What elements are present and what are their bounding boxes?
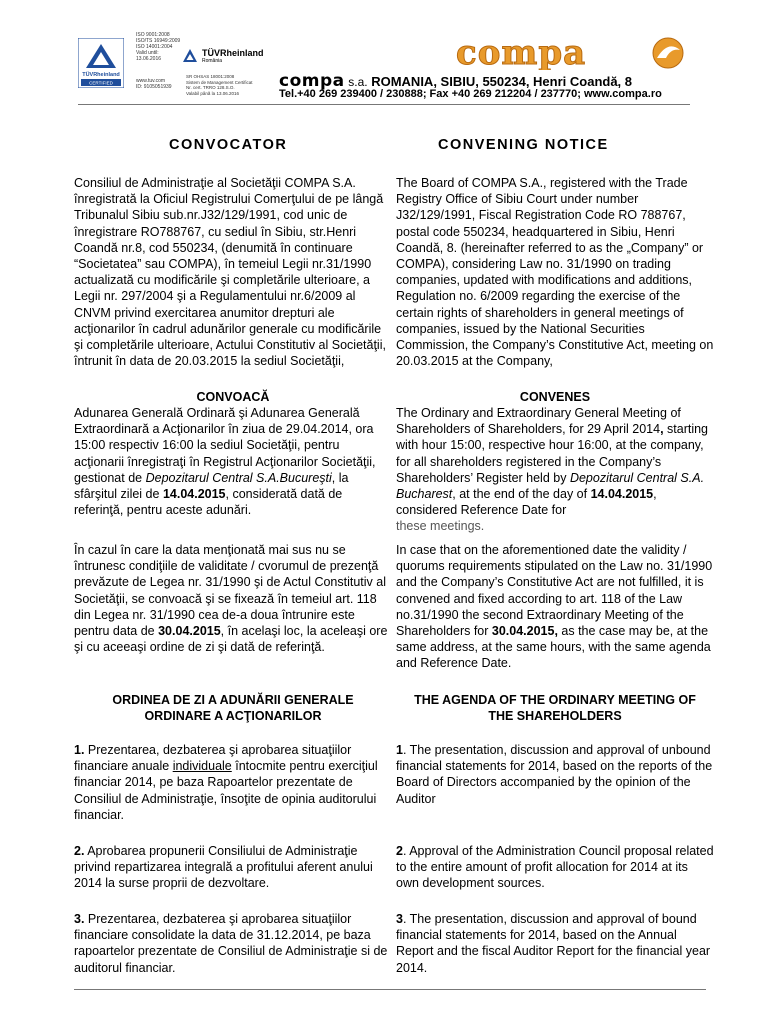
compa-emblem-icon bbox=[653, 38, 683, 68]
meeting-text: , considerată dată de referinţă, pentru aceste adunări. bbox=[74, 487, 343, 518]
meeting-text: , la sfârşitul zilei de bbox=[74, 470, 349, 502]
tuv-brand: TÜVRheinland bbox=[202, 48, 264, 58]
agenda-heading-line: ORDINEA DE ZI A ADUNĂRII GENERALE bbox=[112, 693, 354, 707]
company-contact: Tel.+40 269 239400 / 230888; Fax +40 269 212204 / 237770; www.compa.ro bbox=[279, 88, 662, 100]
agenda-item-text: Prezentarea, dezbaterea şi aprobarea situaţiilor financiare consolidate la data de 31.12.2014, pe baza rapoartelor prezentate de Consiliul de Administraţie si de auditorul financiar. bbox=[74, 912, 388, 975]
agenda-item-number: 2. bbox=[74, 844, 85, 858]
meeting-paragraph bbox=[74, 405, 392, 518]
letterhead-divider bbox=[78, 104, 690, 105]
agenda-item-1 bbox=[74, 742, 392, 823]
agenda-item-text: . The presentation, discussion and approval of unbound financial statements for 2014, based on the reports of the Board of Directors accompanied by the opinion of the Auditor bbox=[396, 743, 713, 806]
footer-divider bbox=[74, 989, 706, 990]
company-address: ROMANIA, SIBIU, 550234, Henri Coandă, 8 bbox=[371, 74, 633, 89]
agenda-item-number: 1. bbox=[74, 743, 85, 757]
cert-line: Valabil până la 13.06.2016 bbox=[186, 90, 239, 96]
second-date: 30.04.2015, bbox=[491, 624, 558, 639]
second-meeting-paragraph bbox=[396, 542, 714, 672]
agenda-item-2 bbox=[74, 843, 392, 892]
agenda-item-number: 1 bbox=[396, 743, 403, 757]
second-text: In case that on the aforementioned date the validity / quorums requirements stipulated on the Law no. 31/1990 and the Company’s Constitutive Act are not fulfilled, it is convened and fixed according to art. 118 of the Law no.31/1990 the second Extraordinary Meeting of the Shareholders for bbox=[396, 543, 713, 639]
second-meeting-paragraph bbox=[74, 542, 392, 655]
agenda-item-text: Prezentarea, dezbaterea şi aprobarea situaţiilor financiare anuale bbox=[74, 743, 352, 774]
agenda-item-3 bbox=[396, 911, 714, 976]
second-date: 30.04.2015 bbox=[158, 624, 221, 639]
agenda-item-text: . The presentation, discussion and approval of bound financial statements for 2014, based on the Annual Report and the fiscal Auditor Report for the financial year 2014. bbox=[396, 912, 711, 975]
compa-logo-text: compa bbox=[456, 36, 587, 70]
meeting-text: The Ordinary and Extraordinary General Meeting of Shareholders of Shareholders, for 29 April 2014 bbox=[396, 406, 681, 437]
meeting-text: , considered Reference Date for bbox=[396, 487, 657, 518]
intro-paragraph: The Board of COMPA S.A., registered with the Trade Registry Office of Sibiu Court under number J32/129/1991, Fiscal Registration Code RO 788767, postal code 550234, headquartered in Sibiu, Henri Coandă, 8. (hereinafter referred to as the „Company” or COMPA), considering Law no. 31/1990 on trading companies, updated with modifications and additions, Regulation no. 6/2009 regarding the exercise of the certain rights of shareholders in general meetings of companies, issued by the National Securities Commission, the Company’s Constitutive Act, meeting on 20.03.2015 at the Company, bbox=[396, 176, 714, 369]
company-name: compa bbox=[279, 71, 345, 91]
agenda-item-1 bbox=[396, 742, 714, 807]
agenda-item-2 bbox=[396, 843, 714, 892]
agenda-heading-line: THE SHAREHOLDERS bbox=[488, 709, 622, 724]
meeting-text: these meetings. bbox=[396, 519, 485, 534]
agenda-item-3 bbox=[74, 911, 392, 976]
meeting-comma: , bbox=[660, 422, 664, 437]
compa-logo bbox=[454, 36, 690, 75]
meeting-text: , at the end of the day of bbox=[452, 487, 591, 502]
meeting-text: Adunarea Generală Ordinară şi Adunarea Generală Extraordinară a Acţionarilor în ziua de 29.04.2014, ora 15:00 respectiv 16:00 la sediul Societăţii, pentru acţionarii înregistraţi în Registrul Acţionarilor Societăţii, gestionat de bbox=[74, 406, 376, 485]
heading-convenes: CONVENES bbox=[519, 390, 591, 404]
agenda-heading bbox=[74, 692, 392, 724]
tuv-badge-caption: CERTIFIED bbox=[89, 80, 113, 86]
agenda-heading-line: THE AGENDA OF THE ORDINARY MEETING OF bbox=[414, 693, 696, 707]
agenda-item-number: 3 bbox=[396, 912, 403, 926]
company-suffix: s.a. bbox=[348, 75, 368, 89]
agenda-item-number: 2 bbox=[396, 844, 403, 858]
agenda-heading bbox=[396, 692, 714, 724]
heading-convoaca: CONVOACĂ bbox=[196, 390, 270, 404]
depozitar-name: Depozitarul Central S.A.Bucureşti bbox=[145, 470, 332, 485]
cert-line: www.tuv.com bbox=[136, 78, 166, 84]
cert-line: SR OHSAS 18001:2008 bbox=[186, 74, 235, 79]
cert-line: ISO 9001:2008 bbox=[136, 32, 170, 38]
reference-date: 14.04.2015 bbox=[162, 487, 226, 502]
title-convocator: CONVOCATOR bbox=[169, 137, 288, 153]
agenda-item-number: 3. bbox=[74, 912, 85, 926]
agenda-item-text: Aprobarea propunerii Consiliului de Administraţie privind repartizarea integrală a profitului aferent anului 2014 la surse proprii de dezvoltare. bbox=[74, 844, 373, 891]
cert-line: Nr. cert. TRRO 128.S.O. bbox=[186, 85, 235, 90]
reference-date: 14.04.2015 bbox=[590, 487, 654, 502]
cert-line: Sistem de Management Certificat bbox=[186, 79, 253, 85]
cert-line: 13.06.2016 bbox=[136, 56, 162, 62]
agenda-item-underlined: individuale bbox=[172, 759, 232, 774]
meeting-paragraph bbox=[396, 405, 714, 535]
meeting-text: starting with hour 15:00, respective hour 16:00, at the company, for all shareholders registered in the Company’s Shareholders’ Register held by bbox=[396, 422, 709, 485]
letterhead bbox=[78, 30, 690, 102]
depozitar-name: Depozitarul Central S.A. Bucharest bbox=[396, 470, 705, 502]
tuv-certified-badge bbox=[78, 38, 124, 88]
agenda-heading-line: ORDINARE A ACŢIONARILOR bbox=[144, 709, 322, 724]
agenda-item-text: . Approval of the Administration Council proposal related to the entire amount of profit allocation for 2014 at its own development sources. bbox=[396, 844, 714, 891]
second-text: În cazul în care la data menţionată mai sus nu se întrunesc condiţiile de validitate / cvorumul de prezenţă prevăzute de Legea nr. 31/1990 şi de Actul Constitutiv al Societăţii, se convoacă şi se fixează în temeiul art. 118 din Legea nr. 31/1990 cea de-a doua întrunire este pentru data de bbox=[74, 543, 387, 639]
cert-line: Valid until: bbox=[136, 50, 159, 56]
intro-paragraph: Consiliul de Administraţie al Societăţii COMPA S.A. înregistrată la Oficiul Registrului Comerţului de pe lângă Tribunalul Sibiu sub.nr.J32/129/1991, cod unic de înregistrare RO788767, cu sediul în Sibiu, str.Henri Coandă nr.8, cod 550234, (denumită în continuare “Societatea” sau COMPA), în temeiul Legii nr.31/1990 actualizată cu modificările şi completările ulterioare, a Legii nr. 297/2004 şi a Regulamentului nr.6/2009 al CNVM privind exercitarea anumitor drepturi ale acţionarilor în cadrul adunărilor generale cu modificările şi completările ulterioare, Actului Constitutiv al Societăţii, întrunit în data de 20.03.2015 la sediul Societăţii, bbox=[74, 176, 386, 369]
tuv-badge-text: TÜVRheinland bbox=[82, 72, 120, 78]
tuv-country: România bbox=[202, 58, 223, 64]
agenda-item-text: întocmite pentru exerciţiul financiar 2014, pe baza Rapoartelor prezentate de Consiliul de Administraţie, însoţite de opinia auditorului financiar. bbox=[74, 759, 378, 822]
cert-line: ISO 14001:2004 bbox=[136, 44, 173, 50]
cert-line: ID: 9105051939 bbox=[136, 84, 172, 90]
second-text: , în acelaşi loc, la aceleaşi ore şi cu aceeaşi ordine de zi şi dată de referinţă. bbox=[74, 624, 388, 655]
tuv-triangle-icon bbox=[182, 48, 198, 64]
second-text: as the case may be, at the same address, at the same hours, with the same agenda and Reference Date. bbox=[396, 624, 711, 671]
title-convening-notice: CONVENING NOTICE bbox=[438, 137, 609, 153]
cert-line: ISO/TS 16949:2009 bbox=[136, 38, 181, 44]
